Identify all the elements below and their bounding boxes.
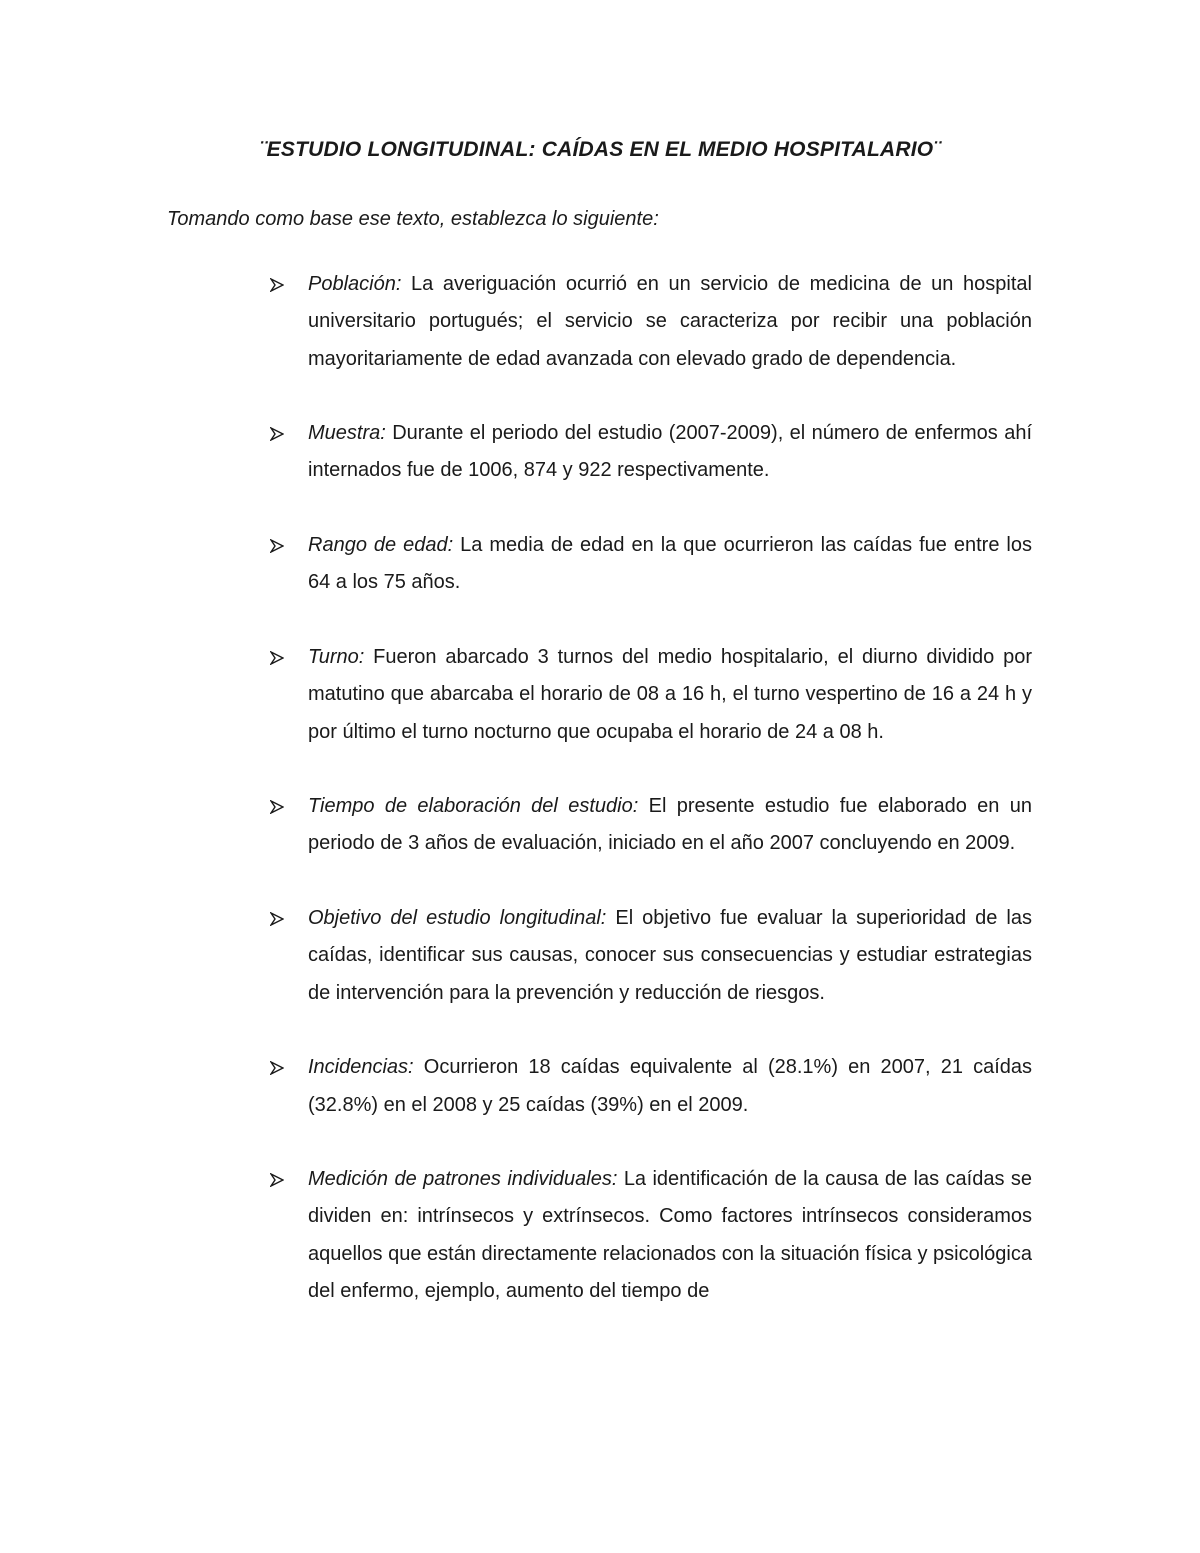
item-label: Turno: xyxy=(308,645,365,668)
item-text: La identificación de la causa de las caídas se dividen en: intrínsecos y extrínsecos. Como factores intrínsecos consideramos aquellos que están directamente relacionados con la situación física y psicológica del enfermo, ejemplo, aumento del tiempo de xyxy=(308,1168,1032,1303)
arrowhead-bullet-icon xyxy=(270,639,290,676)
list-item xyxy=(270,415,1032,490)
arrowhead-bullet-icon xyxy=(270,900,290,937)
list-item xyxy=(270,1161,1032,1310)
arrowhead-bullet-icon xyxy=(270,415,290,452)
item-label: Objetivo del estudio longitudinal: xyxy=(308,907,607,930)
item-text: El objetivo fue evaluar la superioridad de las caídas, identificar sus causas, conocer sus consecuencias y estudiar estrategias de intervención para la prevención y reducción de riesgos. xyxy=(308,907,1032,1004)
arrowhead-bullet-icon xyxy=(270,1049,290,1086)
item-label: Muestra: xyxy=(308,422,386,445)
intro-paragraph: Tomando como base ese texto, establezca lo siguiente: xyxy=(167,208,659,230)
item-text: La media de edad en la que ocurrieron las caídas fue entre los 64 a los 75 años. xyxy=(308,534,1032,594)
document-title: ¨ESTUDIO LONGITUDINAL: CAÍDAS EN EL MEDIO HOSPITALARIO¨ xyxy=(259,138,941,161)
bullet-list xyxy=(270,266,1032,1310)
item-text: Durante el periodo del estudio (2007-2009), el número de enfermos ahí internados fue de 1006, 874 y 922 respectivamente. xyxy=(308,422,1032,482)
arrowhead-bullet-icon xyxy=(270,266,290,303)
item-text: La averiguación ocurrió en un servicio de medicina de un hospital universitario portugués; el servicio se caracteriza por recibir una población mayoritariamente de edad avanzada con elevado grado de dependencia. xyxy=(308,273,1032,370)
list-item xyxy=(270,527,1032,602)
item-label: Medición de patrones individuales: xyxy=(308,1168,618,1191)
list-item xyxy=(270,788,1032,863)
arrowhead-bullet-icon xyxy=(270,788,290,825)
arrowhead-bullet-icon xyxy=(270,527,290,564)
item-label: Incidencias: xyxy=(308,1056,414,1079)
item-text: Fueron abarcado 3 turnos del medio hospitalario, el diurno dividido por matutino que abarcaba el horario de 08 a 16 h, el turno vespertino de 16 a 24 h y por último el turno nocturno que ocupaba el horario de 24 a 08 h. xyxy=(308,645,1032,743)
item-text: Ocurrieron 18 caídas equivalente al (28.1%) en 2007, 21 caídas (32.8%) en el 2008 y 25 caídas (39%) en el 2009. xyxy=(308,1056,1032,1116)
list-item xyxy=(270,266,1032,378)
arrowhead-bullet-icon xyxy=(270,1161,290,1198)
item-label: Tiempo de elaboración del estudio: xyxy=(308,795,639,818)
item-label: Rango de edad: xyxy=(308,534,454,557)
list-item xyxy=(270,639,1032,751)
list-item xyxy=(270,900,1032,1012)
list-item xyxy=(270,1049,1032,1124)
item-label: Población: xyxy=(308,273,402,295)
item-text: El presente estudio fue elaborado en un periodo de 3 años de evaluación, iniciado en el año 2007 concluyendo en 2009. xyxy=(308,795,1032,855)
